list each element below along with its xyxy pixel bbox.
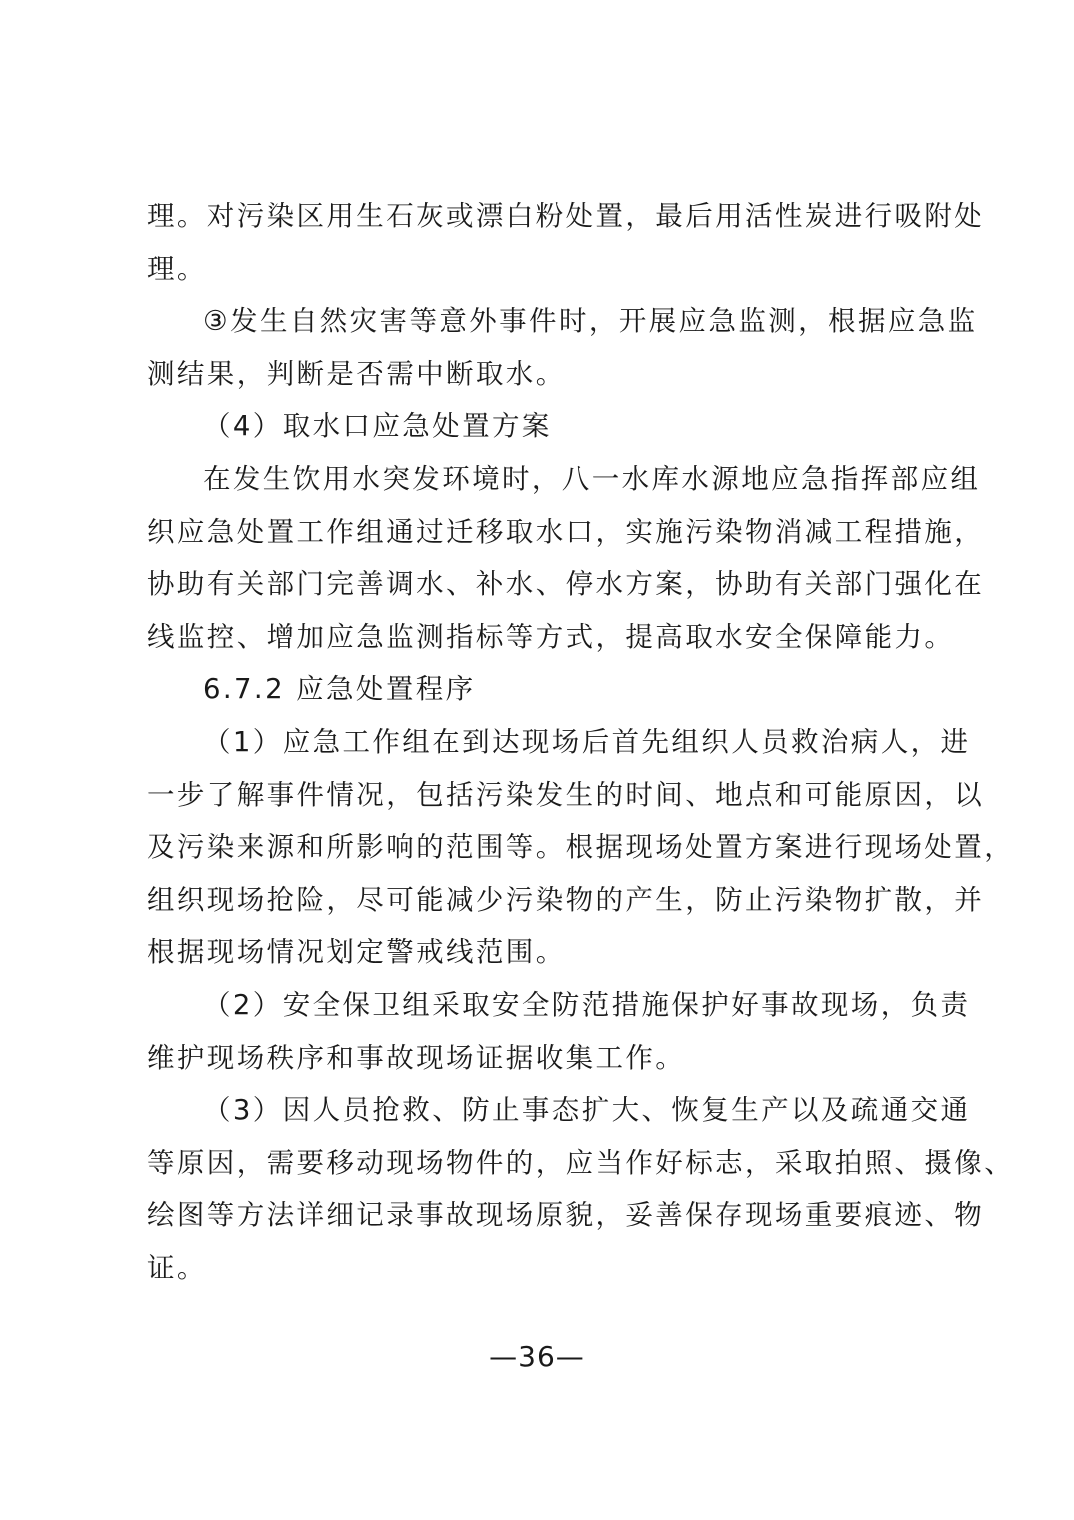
text-line: 绘图等方法详细记录事故现场原貌，妥善保存现场重要痕迹、物 [147, 1199, 985, 1232]
text-line: 测结果，判断是否需中断取水。 [147, 357, 566, 390]
text-line: （2）安全保卫组采取安全防范措施保护好事故现场，负责 [203, 988, 971, 1021]
text-line: 维护现场秩序和事故现场证据收集工作。 [147, 1041, 686, 1074]
text-line: （1）应急工作组在到达现场后首先组织人员救治病人，进 [203, 725, 971, 758]
section-heading: 6.7.2 应急处置程序 [203, 673, 476, 706]
text-line: 理。 [147, 252, 207, 285]
page-number: —36— [489, 1340, 585, 1373]
text-line: 及污染来源和所影响的范围等。根据现场处置方案进行现场处置， [147, 831, 1015, 864]
text-line: 线监控、增加应急监测指标等方式，提高取水安全保障能力。 [147, 620, 955, 653]
text-line: ③发生自然灾害等意外事件时，开展应急监测，根据应急监 [203, 305, 978, 338]
text-line: 理。对污染区用生石灰或漂白粉处置，最后用活性炭进行吸附处 [147, 200, 985, 232]
text-line: 在发生饮用水突发环境时，八一水库水源地应急指挥部应组 [203, 462, 981, 495]
text-line: （3）因人员抢救、防止事态扩大、恢复生产以及疏通交通 [203, 1094, 971, 1127]
text-line: 等原因，需要移动现场物件的，应当作好标志，采取拍照、摄像、 [147, 1146, 1015, 1179]
text-line: 组织现场抢险，尽可能减少污染物的产生，防止污染物扩散，并 [147, 883, 985, 916]
body-text [147, 190, 1015, 1294]
text-line: 一步了解事件情况，包括污染发生的时间、地点和可能原因，以 [147, 778, 985, 811]
text-line: 根据现场情况划定警戒线范围。 [147, 936, 566, 969]
text-line: 织应急处置工作组通过迁移取水口，实施污染物消减工程措施， [147, 515, 985, 548]
text-line: 协助有关部门完善调水、补水、停水方案，协助有关部门强化在 [147, 568, 985, 601]
section-heading: （4）取水口应急处置方案 [203, 410, 552, 443]
text-line: 证。 [147, 1251, 207, 1284]
